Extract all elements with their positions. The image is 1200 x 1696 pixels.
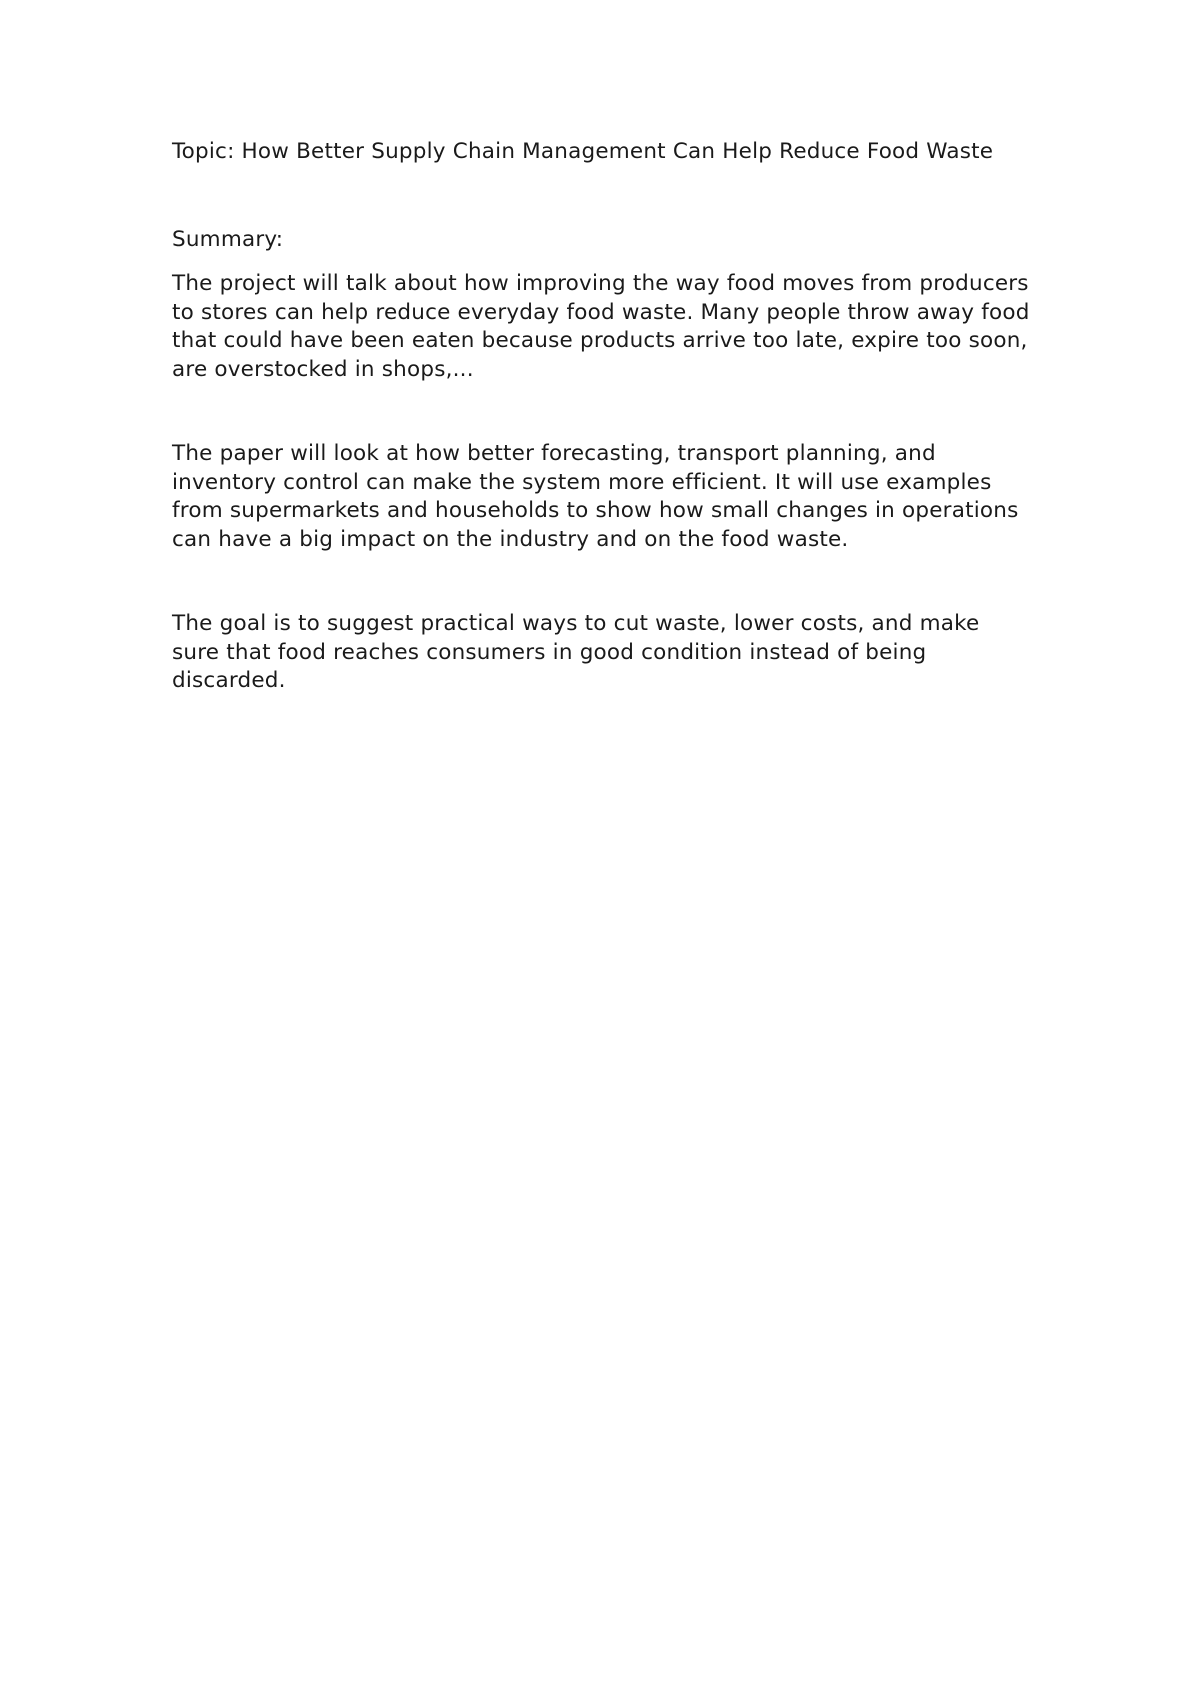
document-body [172, 138, 1032, 696]
paragraph-methods: The paper will look at how better forecasting, transport planning, and inventory control can make the system more efficient. It will use examples from supermarkets and households to show how small changes in operations can have a big impact on the industry and on the food waste. [172, 441, 1019, 552]
topic-line: Topic: How Better Supply Chain Management Can Help Reduce Food Waste [172, 139, 994, 164]
summary-heading: Summary: [172, 227, 284, 252]
paragraph-intro: The project will talk about how improving the way food moves from producers to stores can help reduce everyday food waste. Many people throw away food that could have been eaten because products arrive too late, expire too soon, are overstocked in shops,... [172, 271, 1030, 382]
paragraph-goal: The goal is to suggest practical ways to cut waste, lower costs, and make sure that food reaches consumers in good condition instead of being discarded. [172, 611, 980, 693]
